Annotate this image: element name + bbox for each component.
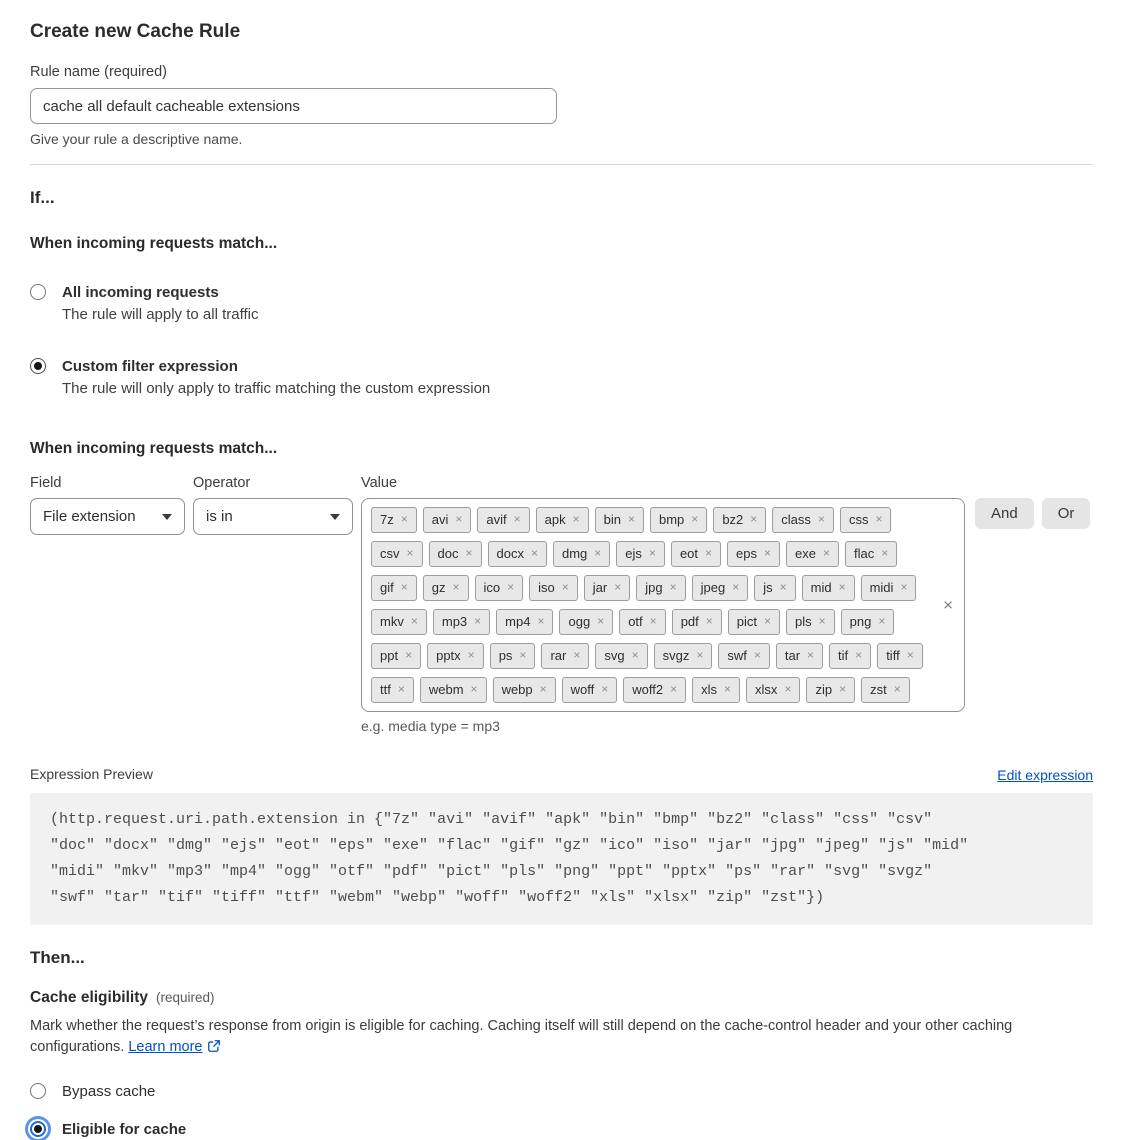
tag-remove-icon[interactable]: ×: [400, 580, 408, 594]
value-tag: [371, 609, 427, 635]
value-tag: [727, 541, 780, 567]
tag-label: apk: [544, 512, 566, 527]
value-tag: [371, 541, 423, 567]
tag-remove-icon[interactable]: ×: [764, 614, 772, 628]
tag-label: avif: [486, 512, 507, 527]
tag-label: exe: [795, 546, 816, 561]
tag-label: rar: [550, 648, 567, 663]
tag-label: woff2: [632, 682, 664, 697]
tag-label: flac: [854, 546, 875, 561]
value-tag: [541, 643, 589, 669]
value-tag: [433, 609, 490, 635]
field-select-value: File extension: [43, 508, 136, 525]
tag-label: zst: [870, 682, 887, 697]
value-tag: [423, 507, 472, 533]
tag-remove-icon[interactable]: ×: [452, 580, 460, 594]
tag-remove-icon[interactable]: ×: [705, 614, 713, 628]
tag-label: bmp: [659, 512, 685, 527]
value-tag: [553, 541, 610, 567]
tag-label: tif: [838, 648, 849, 663]
tag-remove-icon[interactable]: ×: [530, 546, 538, 560]
tag-label: iso: [538, 580, 555, 595]
operator-label: Operator: [193, 475, 251, 491]
tag-label: doc: [437, 546, 459, 561]
value-tag-list: [371, 507, 930, 703]
tag-label: class: [781, 512, 811, 527]
tag-label: mid: [810, 580, 832, 595]
tag-remove-icon[interactable]: ×: [691, 512, 699, 526]
tag-remove-icon[interactable]: ×: [817, 512, 825, 526]
radio-option-bypass-cache[interactable]: [30, 1082, 1093, 1101]
if-heading: If...: [30, 188, 55, 207]
tag-label: png: [849, 614, 872, 629]
expression-builder-heading: When incoming requests match...: [30, 440, 278, 457]
tag-remove-icon[interactable]: ×: [732, 580, 740, 594]
tag-remove-icon[interactable]: ×: [878, 614, 886, 628]
value-tag: [654, 643, 713, 669]
tag-label: js: [763, 580, 773, 595]
tag-label: zip: [815, 682, 833, 697]
tag-label: ico: [483, 580, 501, 595]
value-tag: [772, 507, 834, 533]
rule-name-input[interactable]: [30, 88, 557, 124]
tag-label: swf: [727, 648, 747, 663]
value-tag: [841, 609, 895, 635]
tag-remove-icon[interactable]: ×: [397, 682, 405, 696]
radio-option-eligible-for-cache[interactable]: [30, 1120, 1093, 1139]
value-tag: [536, 507, 589, 533]
value-tag: [671, 541, 721, 567]
field-label: Field: [30, 475, 62, 491]
expression-builder-row: [30, 474, 1093, 735]
value-tag: [559, 609, 613, 635]
tag-remove-icon[interactable]: ×: [539, 682, 547, 696]
tag-remove-icon[interactable]: ×: [893, 682, 901, 696]
tag-label: avi: [431, 512, 449, 527]
value-tag: [529, 575, 578, 601]
tag-label: pdf: [680, 614, 699, 629]
code-line: "midi" "mkv" "mp3" "mp4" "ogg" "otf" "pdf" "pict" "pls" "png" "ppt" "pptx" "ps" "rar" "svg" "svgz": [50, 863, 933, 880]
tag-label: gif: [380, 580, 394, 595]
rule-name-label: Rule name (required): [30, 64, 168, 80]
operator-column: [193, 474, 353, 535]
cache-eligibility-description: [30, 1016, 1093, 1060]
value-tag: [477, 507, 529, 533]
tag-label: mp4: [505, 614, 531, 629]
value-tag: [802, 575, 855, 601]
description-text: Mark whether the request’s response from origin is eligible for caching. Caching itself will still depend on the cache-control header and your other caching configurations.: [30, 1018, 1013, 1055]
tag-remove-icon[interactable]: ×: [906, 648, 914, 662]
value-tag: [371, 507, 417, 533]
tag-remove-icon[interactable]: ×: [881, 546, 889, 560]
value-tag: [584, 575, 630, 601]
field-column: [30, 474, 185, 535]
tag-remove-icon[interactable]: ×: [705, 546, 713, 560]
tag-remove-icon[interactable]: ×: [537, 614, 545, 628]
code-line: "swf" "tar" "tif" "tiff" "ttf" "webm" "webp" "woff" "woff2" "xls" "xlsx" "zip" "zst"}): [50, 889, 825, 906]
tag-label: bz2: [722, 512, 744, 527]
tag-label: css: [848, 512, 869, 527]
value-tag: [786, 541, 839, 567]
page-title: Create new Cache Rule: [30, 21, 241, 42]
tag-remove-icon[interactable]: ×: [839, 682, 847, 696]
value-tag: [692, 575, 749, 601]
radio-unselected-icon[interactable]: [30, 284, 46, 300]
value-tag: [692, 677, 740, 703]
tag-label: tar: [784, 648, 801, 663]
expression-code: [30, 793, 1093, 925]
operator-select-value: is in: [206, 508, 233, 525]
required-note: (required): [156, 990, 215, 1005]
tag-remove-icon[interactable]: ×: [807, 648, 815, 662]
tag-label: svg: [604, 648, 625, 663]
expression-preview-header: [30, 765, 1093, 783]
tag-remove-icon[interactable]: ×: [900, 580, 908, 594]
value-hint: e.g. media type = mp3: [361, 718, 500, 734]
value-tag: [713, 507, 766, 533]
tag-label: docx: [496, 546, 524, 561]
match-heading: When incoming requests match...: [30, 235, 278, 252]
tag-remove-icon[interactable]: ×: [855, 648, 863, 662]
tag-label: ogg: [568, 614, 591, 629]
value-tag: [636, 575, 685, 601]
value-tag: [371, 643, 421, 669]
value-tag: [718, 643, 770, 669]
field-select[interactable]: [30, 498, 185, 535]
radio-option-label: Bypass cache: [62, 1083, 156, 1100]
tag-remove-icon[interactable]: ×: [779, 580, 787, 594]
tag-remove-icon[interactable]: ×: [838, 580, 846, 594]
tag-label: gz: [431, 580, 446, 595]
tag-remove-icon[interactable]: ×: [467, 648, 475, 662]
tag-label: pls: [795, 614, 812, 629]
tag-label: dmg: [561, 546, 588, 561]
value-tag: [427, 643, 484, 669]
tag-label: woff: [570, 682, 595, 697]
radio-unselected-icon[interactable]: [30, 1083, 46, 1099]
value-tag: [786, 609, 835, 635]
tag-remove-icon[interactable]: ×: [594, 546, 602, 560]
tag-remove-icon[interactable]: ×: [465, 546, 473, 560]
tag-remove-icon[interactable]: ×: [405, 648, 413, 662]
code-line: (http.request.uri.path.extension in {"7z" "avi" "avif" "apk" "bin" "bmp" "bz2" "class" "css" "csv": [50, 811, 933, 828]
tag-label: mp3: [441, 614, 468, 629]
value-tag: [616, 541, 665, 567]
tag-remove-icon[interactable]: ×: [519, 648, 527, 662]
value-tag: [619, 609, 665, 635]
edit-expression-link[interactable]: Edit expression: [997, 767, 1093, 783]
tag-remove-icon[interactable]: ×: [572, 512, 580, 526]
tag-remove-icon[interactable]: ×: [474, 614, 482, 628]
radio-texts: [62, 357, 490, 399]
tag-remove-icon[interactable]: ×: [561, 580, 569, 594]
tag-label: tiff: [886, 648, 900, 663]
radio-option-label: Eligible for cache: [62, 1121, 187, 1138]
value-tag: [840, 507, 892, 533]
and-button[interactable]: And: [975, 498, 1034, 529]
tag-remove-icon[interactable]: ×: [573, 648, 581, 662]
then-heading: Then...: [30, 948, 85, 967]
radio-option-label: Custom filter expression: [62, 358, 238, 375]
tag-remove-icon[interactable]: ×: [750, 512, 758, 526]
tag-remove-icon[interactable]: ×: [724, 682, 732, 696]
value-tag: [562, 677, 618, 703]
value-tag: [429, 541, 482, 567]
tag-label: pict: [736, 614, 758, 629]
radio-option-custom-filter-expression[interactable]: [30, 357, 1093, 399]
tag-label: jpg: [645, 580, 663, 595]
tag-remove-icon[interactable]: ×: [784, 682, 792, 696]
cache-eligibility-heading: [30, 988, 1093, 1007]
tag-label: eot: [679, 546, 699, 561]
tag-remove-icon[interactable]: ×: [627, 512, 635, 526]
value-tag: [754, 575, 795, 601]
tag-label: xls: [701, 682, 718, 697]
tag-remove-icon[interactable]: ×: [601, 682, 609, 696]
radio-option-description: The rule will apply to all traffic: [62, 306, 259, 323]
tag-remove-icon[interactable]: ×: [648, 546, 656, 560]
section-divider: [30, 164, 1093, 165]
tag-label: jpeg: [700, 580, 726, 595]
tag-remove-icon[interactable]: ×: [753, 648, 761, 662]
value-tag: [672, 609, 722, 635]
value-tag: [595, 643, 647, 669]
tag-remove-icon[interactable]: ×: [764, 546, 772, 560]
value-tag: [845, 541, 897, 567]
tag-remove-icon[interactable]: ×: [875, 512, 883, 526]
code-line: "doc" "docx" "dmg" "ejs" "eot" "eps" "exe" "flac" "gif" "gz" "ico" "iso" "jar" "jpg" "jpeg" "js" "mid": [50, 837, 969, 854]
tag-remove-icon[interactable]: ×: [513, 512, 521, 526]
expression-preview-label: Expression Preview: [30, 766, 153, 782]
radio-selected-icon[interactable]: [30, 358, 46, 374]
value-tag: [650, 507, 707, 533]
tag-label: webm: [428, 682, 464, 697]
chevron-down-icon: [330, 514, 340, 520]
tag-label: eps: [736, 546, 757, 561]
tag-label: ps: [498, 648, 513, 663]
tag-label: ppt: [380, 648, 399, 663]
operator-select[interactable]: [193, 498, 353, 535]
tag-remove-icon[interactable]: ×: [406, 546, 414, 560]
value-tag: [806, 677, 855, 703]
value-label: Value: [361, 475, 398, 491]
tag-label: csv: [380, 546, 400, 561]
value-tag: [829, 643, 871, 669]
radio-option-label: All incoming requests: [62, 284, 219, 301]
tag-label: mkv: [380, 614, 404, 629]
value-tag: [475, 575, 524, 601]
radio-option-all-incoming-requests[interactable]: [30, 283, 1093, 325]
tag-remove-icon[interactable]: ×: [455, 512, 463, 526]
tag-label: xlsx: [755, 682, 778, 697]
value-tag: [776, 643, 823, 669]
tag-label: bin: [603, 512, 621, 527]
tag-label: pptx: [436, 648, 461, 663]
tag-label: ejs: [625, 546, 642, 561]
tag-label: jar: [592, 580, 608, 595]
radio-option-description: The rule will only apply to traffic matching the custom expression: [62, 380, 491, 397]
value-column: [361, 474, 965, 735]
radio-selected-focused-icon[interactable]: [30, 1121, 46, 1137]
tag-remove-icon[interactable]: ×: [410, 614, 418, 628]
tag-remove-icon[interactable]: ×: [822, 546, 830, 560]
tag-remove-icon[interactable]: ×: [818, 614, 826, 628]
connector-buttons: [975, 474, 1090, 529]
value-tag: [423, 575, 469, 601]
tag-label: svgz: [662, 648, 690, 663]
or-button[interactable]: Or: [1042, 498, 1091, 529]
rule-name-helper: Give your rule a descriptive name.: [30, 131, 243, 147]
tag-label: ttf: [380, 682, 391, 697]
tag-label: midi: [869, 580, 894, 595]
learn-more-link[interactable]: Learn more: [128, 1039, 203, 1055]
value-tag: [623, 677, 686, 703]
value-tag: [488, 541, 547, 567]
tag-remove-icon[interactable]: ×: [470, 682, 478, 696]
value-tag: [746, 677, 800, 703]
tag-remove-icon[interactable]: ×: [400, 512, 408, 526]
value-tag: [371, 575, 417, 601]
value-tag: [595, 507, 644, 533]
value-tag: [493, 677, 556, 703]
tag-remove-icon[interactable]: ×: [669, 580, 677, 594]
clear-all-icon[interactable]: ×: [943, 595, 953, 615]
tag-label: 7z: [380, 512, 394, 527]
value-multiselect[interactable]: [361, 498, 965, 712]
tag-remove-icon[interactable]: ×: [614, 580, 622, 594]
tag-remove-icon[interactable]: ×: [670, 682, 678, 696]
tag-label: otf: [628, 614, 643, 629]
cache-eligibility-title: Cache eligibility: [30, 989, 149, 1006]
tag-remove-icon[interactable]: ×: [696, 648, 704, 662]
tag-label: webp: [501, 682, 533, 697]
tag-remove-icon[interactable]: ×: [631, 648, 639, 662]
value-tag: [420, 677, 487, 703]
value-tag: [490, 643, 536, 669]
chevron-down-icon: [162, 514, 172, 520]
value-tag: [861, 677, 910, 703]
tag-remove-icon[interactable]: ×: [597, 614, 605, 628]
value-tag: [728, 609, 780, 635]
tag-remove-icon[interactable]: ×: [507, 580, 515, 594]
value-tag: [877, 643, 923, 669]
value-tag: [371, 677, 414, 703]
external-link-icon: [207, 1039, 221, 1060]
radio-texts: [62, 283, 258, 325]
value-tag: [861, 575, 917, 601]
tag-remove-icon[interactable]: ×: [649, 614, 657, 628]
value-tag: [496, 609, 553, 635]
